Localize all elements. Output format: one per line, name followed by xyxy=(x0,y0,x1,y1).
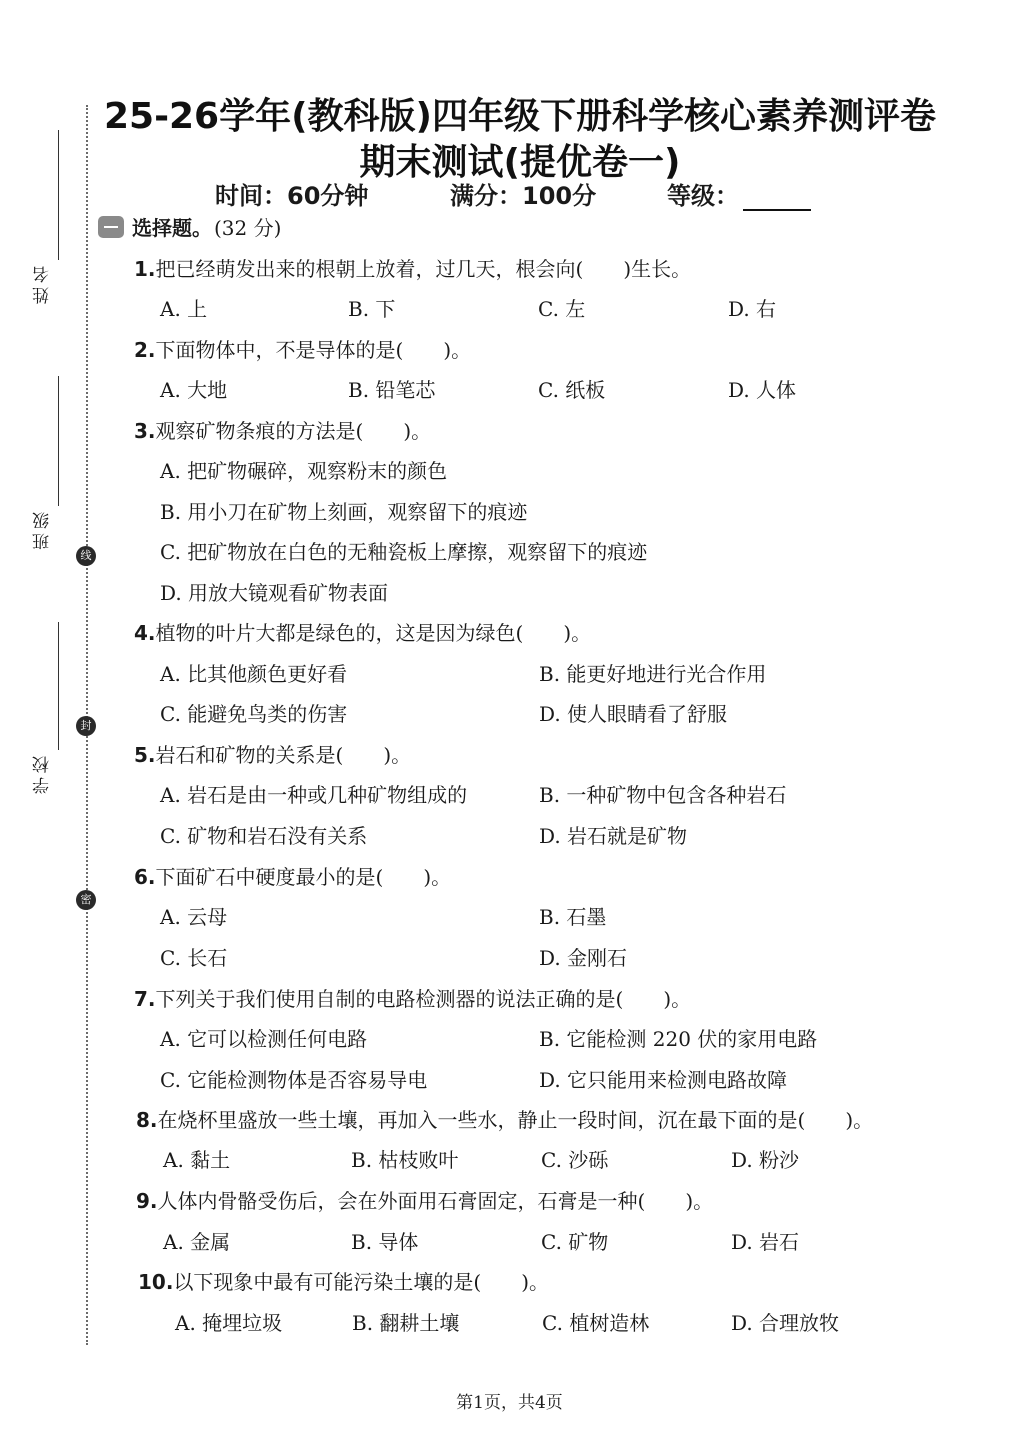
question-text: 下面物体中，不是导体的是( )。 xyxy=(155,338,472,362)
option-7d[interactable]: D. 它只能用来检测电路故障 xyxy=(539,1068,788,1092)
score-label: 满分：100分 xyxy=(450,182,597,210)
question-5 xyxy=(134,739,411,768)
option-5b[interactable]: B. 一种矿物中包含各种岩石 xyxy=(539,783,787,807)
question-number: 2. xyxy=(134,338,156,362)
option-2c[interactable]: C. 纸板 xyxy=(538,378,606,402)
page-number-footer: 第1页，共4页 xyxy=(456,1393,563,1413)
name-blank-line xyxy=(58,130,59,260)
grade-label: 等级： xyxy=(667,182,739,210)
question-number: 4. xyxy=(134,621,156,645)
class-label: 班级 xyxy=(33,508,53,550)
option-6c[interactable]: C. 长石 xyxy=(160,946,228,970)
question-text: 下面矿石中硬度最小的是( )。 xyxy=(155,865,452,889)
name-label: 姓名 xyxy=(33,262,53,304)
option-1a[interactable]: A. 上 xyxy=(160,297,208,321)
option-9c[interactable]: C. 矿物 xyxy=(541,1230,609,1254)
question-number: 3. xyxy=(134,419,156,443)
seal-dot-seal: 封 xyxy=(76,716,96,736)
question-number: 10. xyxy=(138,1270,174,1294)
seal-dot-secret: 密 xyxy=(76,890,96,910)
school-label: 学校 xyxy=(33,752,53,794)
question-2 xyxy=(134,334,471,363)
question-text: 下列关于我们使用自制的电路检测器的说法正确的是( )。 xyxy=(155,987,692,1011)
exam-subtitle: 期末测试(提优卷一) xyxy=(359,142,681,183)
exam-title: 25-26学年(教科版)四年级下册科学核心素养测评卷 xyxy=(103,96,937,137)
option-7b[interactable]: B. 它能检测 220 伏的家用电路 xyxy=(539,1027,818,1051)
question-number: 8. xyxy=(136,1108,158,1132)
option-1b[interactable]: B. 下 xyxy=(348,297,396,321)
question-1 xyxy=(134,253,691,282)
option-1c[interactable]: C. 左 xyxy=(538,297,586,321)
option-9d[interactable]: D. 岩石 xyxy=(731,1230,800,1254)
option-4d[interactable]: D. 使人眼睛看了舒服 xyxy=(539,702,728,726)
grade-blank[interactable] xyxy=(743,185,811,211)
option-4a[interactable]: A. 比其他颜色更好看 xyxy=(160,662,348,686)
question-4 xyxy=(134,617,591,646)
option-7c[interactable]: C. 它能检测物体是否容易导电 xyxy=(160,1068,428,1092)
option-8b[interactable]: B. 枯枝败叶 xyxy=(351,1148,459,1172)
option-9a[interactable]: A. 金属 xyxy=(163,1230,231,1254)
question-text: 在烧杯里盛放一些土壤，再加入一些水，静止一段时间，沉在最下面的是( )。 xyxy=(157,1108,874,1132)
option-9b[interactable]: B. 导体 xyxy=(351,1230,419,1254)
option-3b[interactable]: B. 用小刀在矿物上刻画，观察留下的痕迹 xyxy=(160,500,528,524)
option-10c[interactable]: C. 植树造林 xyxy=(542,1311,650,1335)
question-7 xyxy=(134,983,691,1012)
question-6 xyxy=(134,861,451,890)
question-10 xyxy=(138,1266,549,1295)
option-1d[interactable]: D. 右 xyxy=(728,297,777,321)
question-text: 岩石和矿物的关系是( )。 xyxy=(155,743,412,767)
question-number: 6. xyxy=(134,865,156,889)
option-4b[interactable]: B. 能更好地进行光合作用 xyxy=(539,662,767,686)
option-7a[interactable]: A. 它可以检测任何电路 xyxy=(160,1027,368,1051)
option-8a[interactable]: A. 黏土 xyxy=(163,1148,231,1172)
option-5c[interactable]: C. 矿物和岩石没有关系 xyxy=(160,824,368,848)
question-number: 1. xyxy=(134,257,156,281)
class-blank-line xyxy=(58,376,59,506)
option-6b[interactable]: B. 石墨 xyxy=(539,905,607,929)
question-9 xyxy=(136,1185,713,1214)
option-3c[interactable]: C. 把矿物放在白色的无釉瓷板上摩擦，观察留下的痕迹 xyxy=(160,540,648,564)
option-6d[interactable]: D. 金刚石 xyxy=(539,946,628,970)
option-8c[interactable]: C. 沙砾 xyxy=(541,1148,609,1172)
exam-meta xyxy=(215,176,855,210)
question-number: 9. xyxy=(136,1189,158,1213)
question-text: 人体内骨骼受伤后，会在外面用石膏固定，石膏是一种( )。 xyxy=(157,1189,714,1213)
time-label: 时间：60分钟 xyxy=(215,182,369,210)
question-8 xyxy=(136,1104,873,1133)
option-10d[interactable]: D. 合理放牧 xyxy=(731,1311,840,1335)
option-2d[interactable]: D. 人体 xyxy=(728,378,797,402)
option-10a[interactable]: A. 掩埋垃圾 xyxy=(175,1311,283,1335)
question-number: 7. xyxy=(134,987,156,1011)
option-5a[interactable]: A. 岩石是由一种或几种矿物组成的 xyxy=(160,783,468,807)
option-10b[interactable]: B. 翻耕土壤 xyxy=(352,1311,460,1335)
section-title: 选择题。 xyxy=(132,216,212,240)
section-score: (32 分) xyxy=(214,216,282,240)
grade-field xyxy=(667,176,811,211)
question-text: 把已经萌发出来的根朝上放着，过几天，根会向( )生长。 xyxy=(155,257,692,281)
question-text: 植物的叶片大都是绿色的，这是因为绿色( )。 xyxy=(155,621,592,645)
question-number: 5. xyxy=(134,743,156,767)
option-4c[interactable]: C. 能避免鸟类的伤害 xyxy=(160,702,348,726)
option-2b[interactable]: B. 铅笔芯 xyxy=(348,378,436,402)
option-2a[interactable]: A. 大地 xyxy=(160,378,228,402)
question-text: 以下现象中最有可能污染土壤的是( )。 xyxy=(173,1270,550,1294)
option-5d[interactable]: D. 岩石就是矿物 xyxy=(539,824,688,848)
section-number-badge xyxy=(98,216,124,238)
option-6a[interactable]: A. 云母 xyxy=(160,905,228,929)
school-blank-line xyxy=(58,622,59,750)
option-3d[interactable]: D. 用放大镜观看矿物表面 xyxy=(160,581,389,605)
question-3 xyxy=(134,415,431,444)
option-3a[interactable]: A. 把矿物碾碎，观察粉末的颜色 xyxy=(160,459,448,483)
question-text: 观察矿物条痕的方法是( )。 xyxy=(155,419,432,443)
option-8d[interactable]: D. 粉沙 xyxy=(731,1148,800,1172)
seal-dot-line: 线 xyxy=(76,546,96,566)
section-header xyxy=(98,212,281,240)
